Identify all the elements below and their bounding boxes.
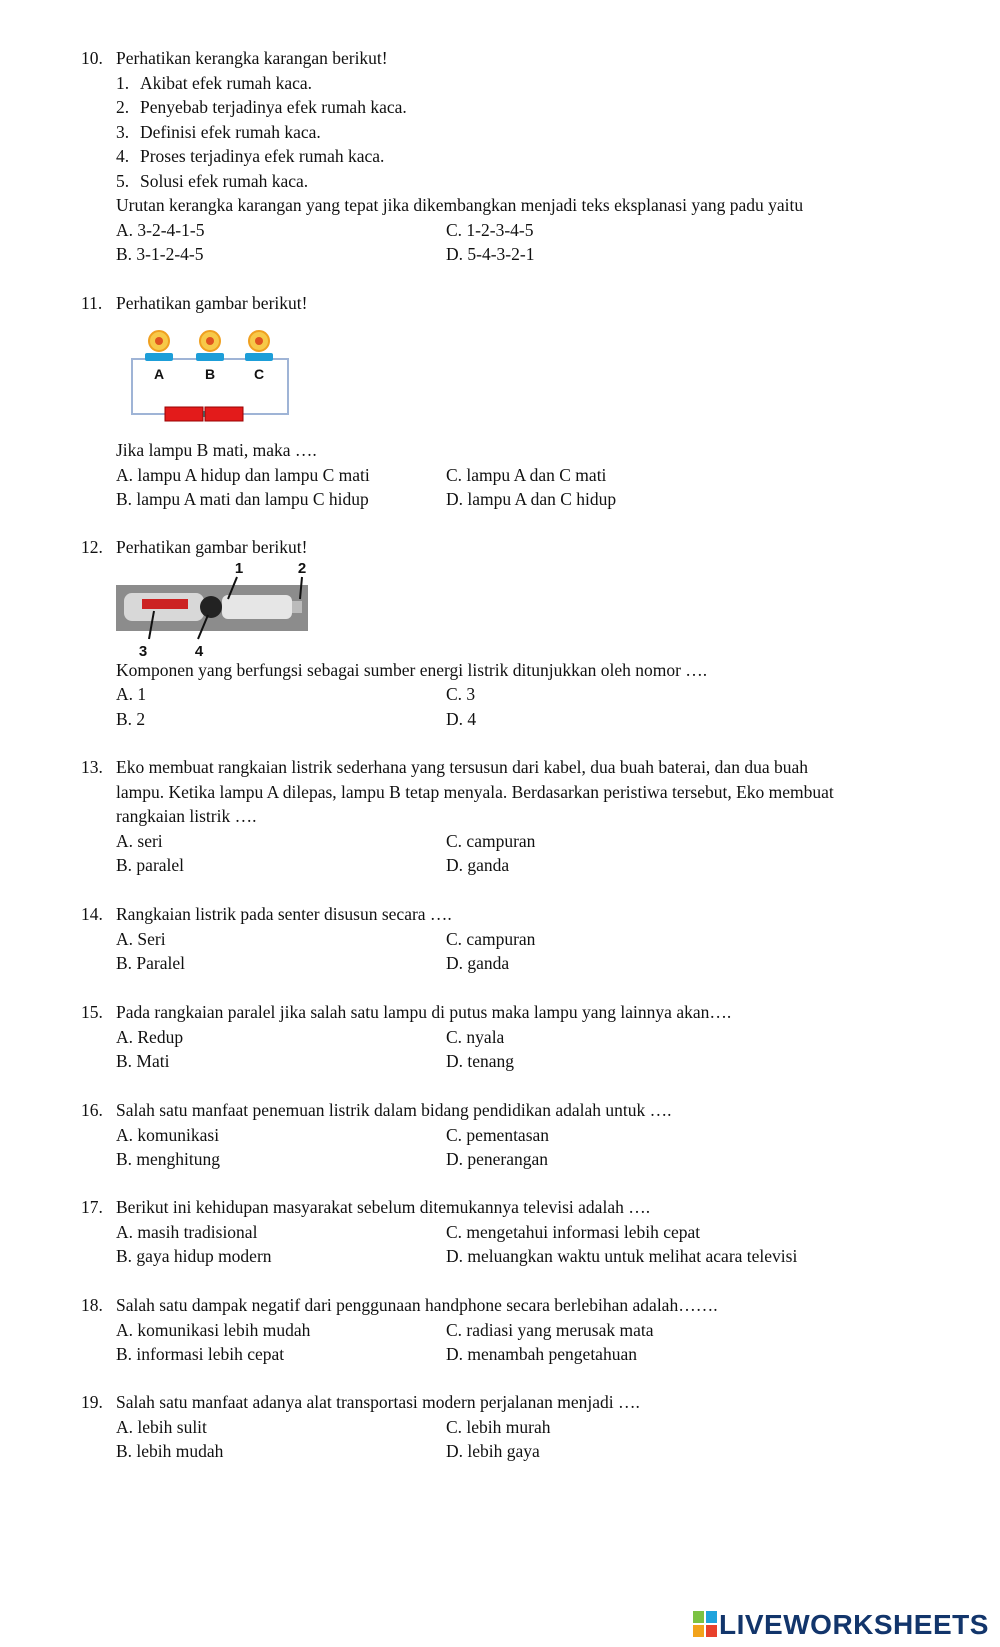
option-c[interactable]: C. pementasan (446, 1124, 550, 1145)
flashlight-figure (116, 559, 316, 659)
option-a[interactable]: A. Redup (116, 1026, 184, 1047)
outline-item: 5. Solusi efek rumah kaca. (116, 170, 309, 191)
outline-item: 3. Definisi efek rumah kaca. (116, 121, 321, 142)
lamp-label-c: C (253, 366, 265, 382)
option-a[interactable]: A. 3-2-4-1-5 (116, 219, 205, 240)
component-label-2: 2 (297, 560, 307, 577)
question-stem: Salah satu manfaat penemuan listrik dalam bidang pendidikan adalah untuk …. (116, 1100, 672, 1120)
component-label-4: 4 (194, 643, 204, 659)
option-a[interactable]: A. seri (116, 830, 163, 851)
question-number: 12. (81, 537, 103, 557)
question-stem: Salah satu dampak negatif dari penggunaan handphone secara berlebihan adalah……. (116, 1295, 718, 1315)
question-stem: Perhatikan kerangka karangan berikut! (116, 48, 388, 68)
option-c[interactable]: C. mengetahui informasi lebih cepat (446, 1221, 701, 1242)
option-b[interactable]: B. Mati (116, 1051, 170, 1071)
option-c[interactable]: C. 1-2-3-4-5 (446, 219, 534, 240)
component-label-3: 3 (138, 643, 148, 659)
option-a[interactable]: A. 1 (116, 684, 147, 704)
option-b[interactable]: B. lebih mudah (116, 1441, 224, 1461)
question-number: 10. (81, 48, 103, 68)
option-a[interactable]: A. komunikasi lebih mudah (116, 1319, 311, 1340)
option-b[interactable]: B. 2 (116, 708, 146, 729)
option-d[interactable]: D. ganda (446, 855, 510, 875)
component-label-1: 1 (234, 560, 244, 577)
option-b[interactable]: B. lampu A mati dan lampu C hidup (116, 489, 369, 509)
question-number: 14. (81, 904, 103, 924)
logo-text: LIVEWORKSHEETS (719, 1609, 989, 1640)
option-d[interactable]: D. ganda (446, 953, 510, 973)
question-prompt: Komponen yang berfungsi sebagai sumber energi listrik ditunjukkan oleh nomor …. (116, 659, 708, 680)
question-number: 13. (81, 757, 103, 777)
lamp-a-icon (145, 331, 173, 361)
option-c[interactable]: C. lampu A dan C mati (446, 464, 607, 485)
option-c[interactable]: C. campuran (446, 830, 536, 851)
option-d[interactable]: D. meluangkan waktu untuk melihat acara televisi (446, 1246, 798, 1266)
option-a[interactable]: A. komunikasi (116, 1124, 220, 1145)
option-b[interactable]: B. menghitung (116, 1149, 221, 1169)
parallel-circuit-figure (125, 329, 295, 425)
outline-item: 2. Penyebab terjadinya efek rumah kaca. (116, 97, 407, 117)
question-stem-line: rangkaian listrik …. (116, 806, 257, 826)
option-d[interactable]: D. tenang (446, 1051, 515, 1071)
option-d[interactable]: D. menambah pengetahuan (446, 1344, 637, 1364)
option-b[interactable]: B. informasi lebih cepat (116, 1344, 285, 1364)
option-b[interactable]: B. gaya hidup modern (116, 1246, 272, 1266)
battery-icon (165, 407, 243, 421)
option-c[interactable]: C. campuran (446, 928, 536, 949)
option-d[interactable]: D. 4 (446, 708, 477, 729)
option-d[interactable]: D. lampu A dan C hidup (446, 489, 617, 509)
question-prompt: Jika lampu B mati, maka …. (116, 440, 317, 460)
question-stem-line: lampu. Ketika lampu A dilepas, lampu B tetap menyala. Berdasarkan peristiwa tersebut, Eko membuat (116, 781, 834, 802)
option-b[interactable]: B. 3-1-2-4-5 (116, 244, 204, 264)
liveworksheets-logo (693, 1608, 989, 1642)
question-number: 17. (81, 1197, 103, 1217)
question-number: 16. (81, 1100, 103, 1120)
option-a[interactable]: A. lebih sulit (116, 1416, 207, 1437)
question-stem: Salah satu manfaat adanya alat transportasi modern perjalanan menjadi …. (116, 1392, 640, 1412)
question-number: 18. (81, 1295, 103, 1315)
option-d[interactable]: D. penerangan (446, 1149, 549, 1169)
question-number: 19. (81, 1392, 103, 1412)
question-number: 11. (81, 293, 103, 313)
question-stem-line: Eko membuat rangkaian listrik sederhana yang tersusun dari kabel, dua buah baterai, dan dua buah (116, 757, 808, 777)
option-c[interactable]: C. nyala (446, 1026, 505, 1047)
outline-item: 1. Akibat efek rumah kaca. (116, 72, 313, 93)
lamp-b-icon (196, 331, 224, 361)
option-a[interactable]: A. lampu A hidup dan lampu C mati (116, 464, 370, 485)
question-stem: Perhatikan gambar berikut! (116, 537, 308, 557)
option-d[interactable]: D. 5-4-3-2-1 (446, 244, 535, 264)
lamp-label-a: A (153, 366, 165, 382)
liveworksheets-logo-icon (693, 1611, 717, 1637)
question-number: 15. (81, 1002, 103, 1022)
option-c[interactable]: C. radiasi yang merusak mata (446, 1319, 654, 1340)
option-a[interactable]: A. masih tradisional (116, 1221, 258, 1242)
outline-item: 4. Proses terjadinya efek rumah kaca. (116, 146, 385, 166)
question-stem: Rangkaian listrik pada senter disusun secara …. (116, 904, 452, 924)
option-d[interactable]: D. lebih gaya (446, 1441, 540, 1461)
question-stem: Berikut ini kehidupan masyarakat sebelum ditemukannya televisi adalah …. (116, 1197, 651, 1217)
question-stem: Pada rangkaian paralel jika salah satu lampu di putus maka lampu yang lainnya akan…. (116, 1002, 732, 1022)
question-prompt: Urutan kerangka karangan yang tepat jika dikembangkan menjadi teks eksplanasi yang padu yaitu (116, 195, 804, 215)
option-b[interactable]: B. Paralel (116, 953, 186, 973)
question-stem: Perhatikan gambar berikut! (116, 293, 308, 313)
option-c[interactable]: C. 3 (446, 684, 476, 704)
lamp-c-icon (245, 331, 273, 361)
option-b[interactable]: B. paralel (116, 855, 185, 875)
lamp-label-b: B (204, 366, 216, 382)
option-c[interactable]: C. lebih murah (446, 1416, 551, 1437)
option-a[interactable]: A. Seri (116, 928, 166, 949)
